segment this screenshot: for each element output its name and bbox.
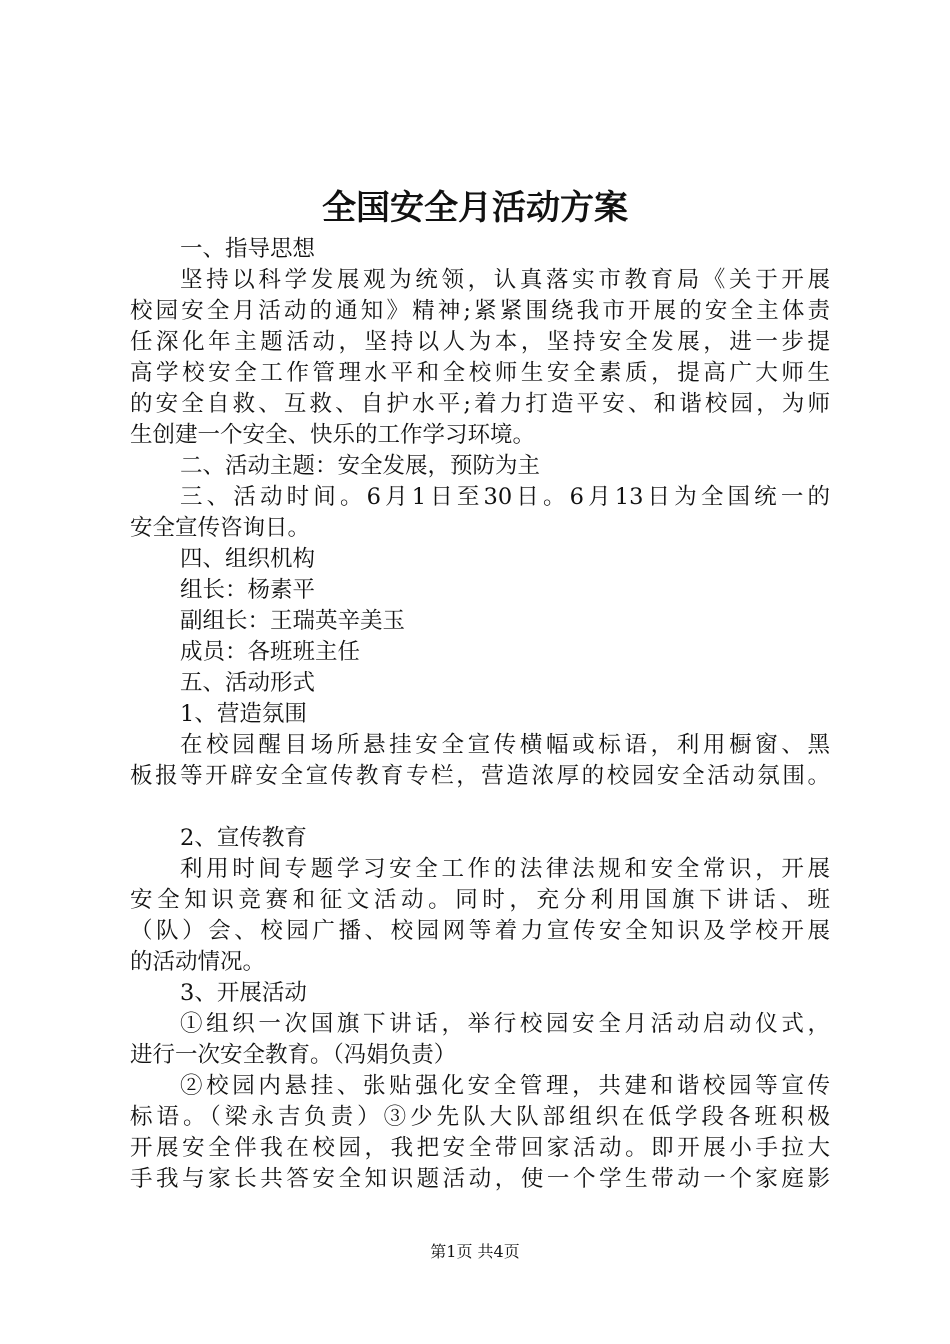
text-line: 三、活动时间。6月1日至30日。6月13日为全国统一的 [180, 484, 830, 510]
text-line: 四、组织机构 [180, 546, 316, 572]
text-line: 二、活动主题：安全发展，预防为主 [180, 453, 541, 479]
text-line: 的活动情况。 [130, 949, 266, 975]
text-line: 标语。（梁永吉负责）③少先队大队部组织在低学段各班积极 [130, 1104, 830, 1130]
text-line: ①组织一次国旗下讲话，举行校园安全月活动启动仪式， [180, 1011, 830, 1037]
page-footer: 第1页 共4页 [430, 1242, 520, 1261]
text-line: 板报等开辟安全宣传教育专栏，营造浓厚的校园安全活动氛围。 [130, 763, 830, 789]
text-line: （队）会、校园广播、校园网等着力宣传安全知识及学校开展 [130, 918, 830, 944]
text-line: 手我与家长共答安全知识题活动，使一个学生带动一个家庭影 [130, 1166, 830, 1192]
paragraph-spacer [130, 792, 830, 823]
text-line: 在校园醒目场所悬挂安全宣传横幅或标语，利用橱窗、黑 [180, 732, 830, 758]
text-line: 生创建一个安全、快乐的工作学习环境。 [130, 422, 536, 448]
text-line: 利用时间专题学习安全工作的法律法规和安全常识，开展 [180, 856, 830, 882]
text-line: 的安全自救、互救、自护水平;着力打造平安、和谐校园，为师 [130, 391, 830, 417]
text-line: 安全宣传咨询日。 [130, 515, 311, 541]
text-line: 高学校安全工作管理水平和全校师生安全素质，提高广大师生 [130, 360, 830, 386]
text-line: 五、活动形式 [180, 670, 316, 696]
document-body [130, 234, 830, 1195]
text-line: 一、指导思想 [180, 236, 316, 262]
text-line: 组长：杨素平 [180, 577, 316, 603]
text-line: 坚持以科学发展观为统领，认真落实市教育局《关于开展 [180, 267, 830, 293]
text-line: 3、开展活动 [180, 980, 307, 1006]
text-line: 进行一次安全教育。（冯娟负责） [130, 1042, 457, 1068]
text-line: 1、营造氛围 [180, 701, 307, 727]
text-line: 安全知识竞赛和征文活动。同时，充分利用国旗下讲话、班 [130, 887, 830, 913]
text-line: 任深化年主题活动，坚持以人为本，坚持安全发展，进一步提 [130, 329, 830, 355]
text-line: 成员：各班班主任 [180, 639, 361, 665]
text-line: 副组长：王瑞英辛美玉 [180, 608, 406, 634]
text-line: ②校园内悬挂、张贴强化安全管理，共建和谐校园等宣传 [180, 1073, 830, 1099]
text-line: 校园安全月活动的通知》精神;紧紧围绕我市开展的安全主体责 [130, 298, 830, 324]
document-title: 全国安全月活动方案 [322, 188, 628, 228]
text-line: 开展安全伴我在校园，我把安全带回家活动。即开展小手拉大 [130, 1135, 830, 1161]
text-line: 2、宣传教育 [180, 825, 307, 851]
